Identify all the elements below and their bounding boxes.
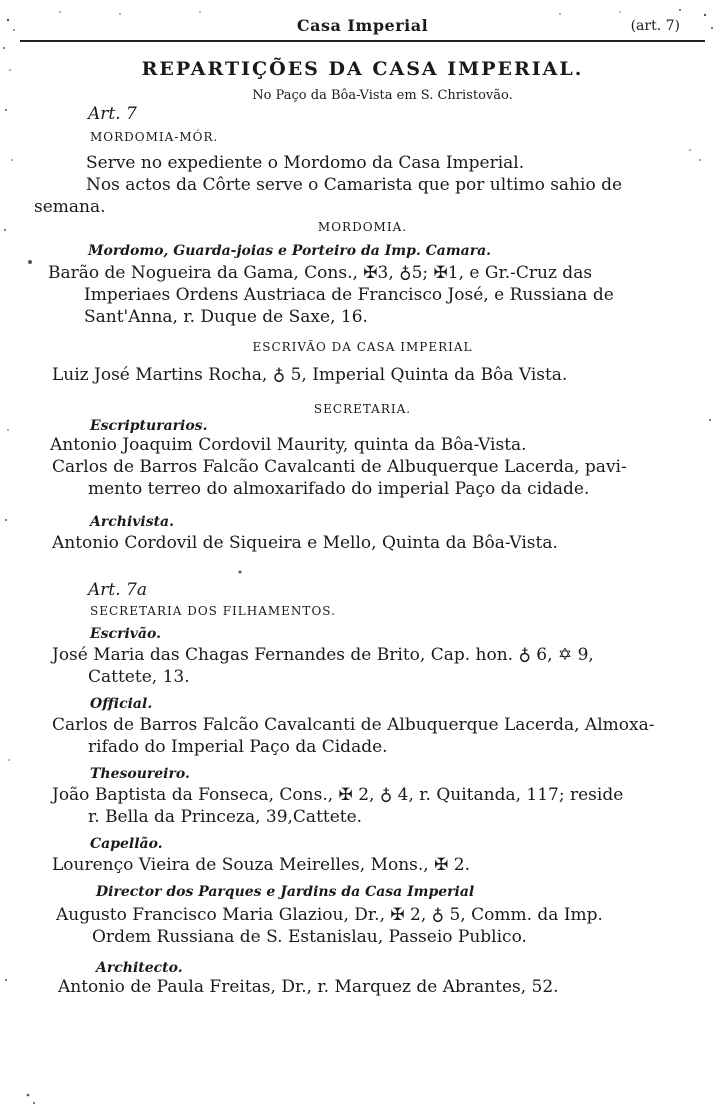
role-title: Official. (90, 696, 153, 712)
list-entry: José Maria das Chagas Fernandes de Brito, Cap. hon. ♁ 6, ✡ 9, Cattete, 13. (52, 645, 594, 687)
role-title: Capellão. (90, 836, 163, 852)
list-entry: Luiz José Martins Rocha, ♁ 5, Imperial Quinta da Bôa Vista. (52, 365, 568, 385)
list-entry: Carlos de Barros Falcão Cavalcanti de Albuquerque Lacerda, Almoxa- rifado do Imperial Paço da Cidade. (52, 715, 655, 757)
list-entry: Antonio de Paula Freitas, Dr., r. Marquez de Abrantes, 52. (58, 977, 559, 997)
section-heading: SECRETARIA DOS FILHAMENTOS. (90, 604, 336, 618)
role-title: Archivista. (90, 514, 175, 530)
article-label: Art. 7 (88, 104, 137, 124)
subsection-heading: MORDOMIA. (317, 220, 408, 234)
role-title: Escrivão. (90, 626, 161, 642)
list-entry: João Baptista da Fonseca, Cons., ✠ 2, ♁ 4, r. Quitanda, 117; reside r. Bella da Princeza, 39,Cattete. (52, 785, 624, 827)
list-entry: Barão de Nogueira da Gama, Cons., ✠3, ♁5; ✠1, e Gr.-Cruz das Imperiaes Ordens Austriaca de Francisco José, e Russiana de Sant'Anna, r. Duque de Saxe, 16. (48, 263, 614, 327)
subsection-heading: SECRETARIA. (313, 402, 412, 416)
page-subtitle: No Paço da Bôa-Vista em S. Christovão. (252, 88, 513, 103)
list-entry: Carlos de Barros Falcão Cavalcanti de Albuquerque Lacerda, pavi- mento terreo do almoxarifado do imperial Paço da cidade. (52, 457, 627, 499)
role-title: Thesoureiro. (90, 766, 190, 782)
list-entry: Lourenço Vieira de Souza Meirelles, Mons., ✠ 2. (52, 855, 470, 875)
section-heading: MORDOMIA-MÓR. (90, 130, 219, 144)
page-title: REPARTIÇÕES DA CASA IMPERIAL. (141, 58, 584, 80)
role-title: Mordomo, Guarda-joias e Porteiro da Imp. Camara. (88, 243, 492, 259)
article-label: Art. 7a (88, 580, 147, 600)
role-title: Escripturarios. (90, 418, 208, 434)
role-title: Architecto. (96, 960, 183, 976)
role-title: Director dos Parques e Jardins da Casa Imperial (96, 884, 475, 900)
intro-paragraph: Serve no expediente o Mordomo da Casa Imperial. Nos actos da Côrte serve o Camarista que por ultimo sahio de semana. (34, 153, 623, 217)
page-reference: (art. 7) (630, 18, 680, 34)
subsection-heading: ESCRIVÃO DA CASA IMPERIAL (252, 340, 473, 354)
list-entry: Augusto Francisco Maria Glaziou, Dr., ✠ 2, ♁ 5, Comm. da Imp. Ordem Russiana de S. Estanislau, Passeio Publico. (56, 905, 603, 947)
list-entry: Antonio Cordovil de Siqueira e Mello, Quinta da Bôa-Vista. (52, 533, 558, 553)
list-entry: Antonio Joaquim Cordovil Maurity, quinta da Bôa-Vista. (50, 435, 527, 455)
header-rule (20, 10, 705, 42)
running-head: Casa Imperial (296, 16, 429, 35)
